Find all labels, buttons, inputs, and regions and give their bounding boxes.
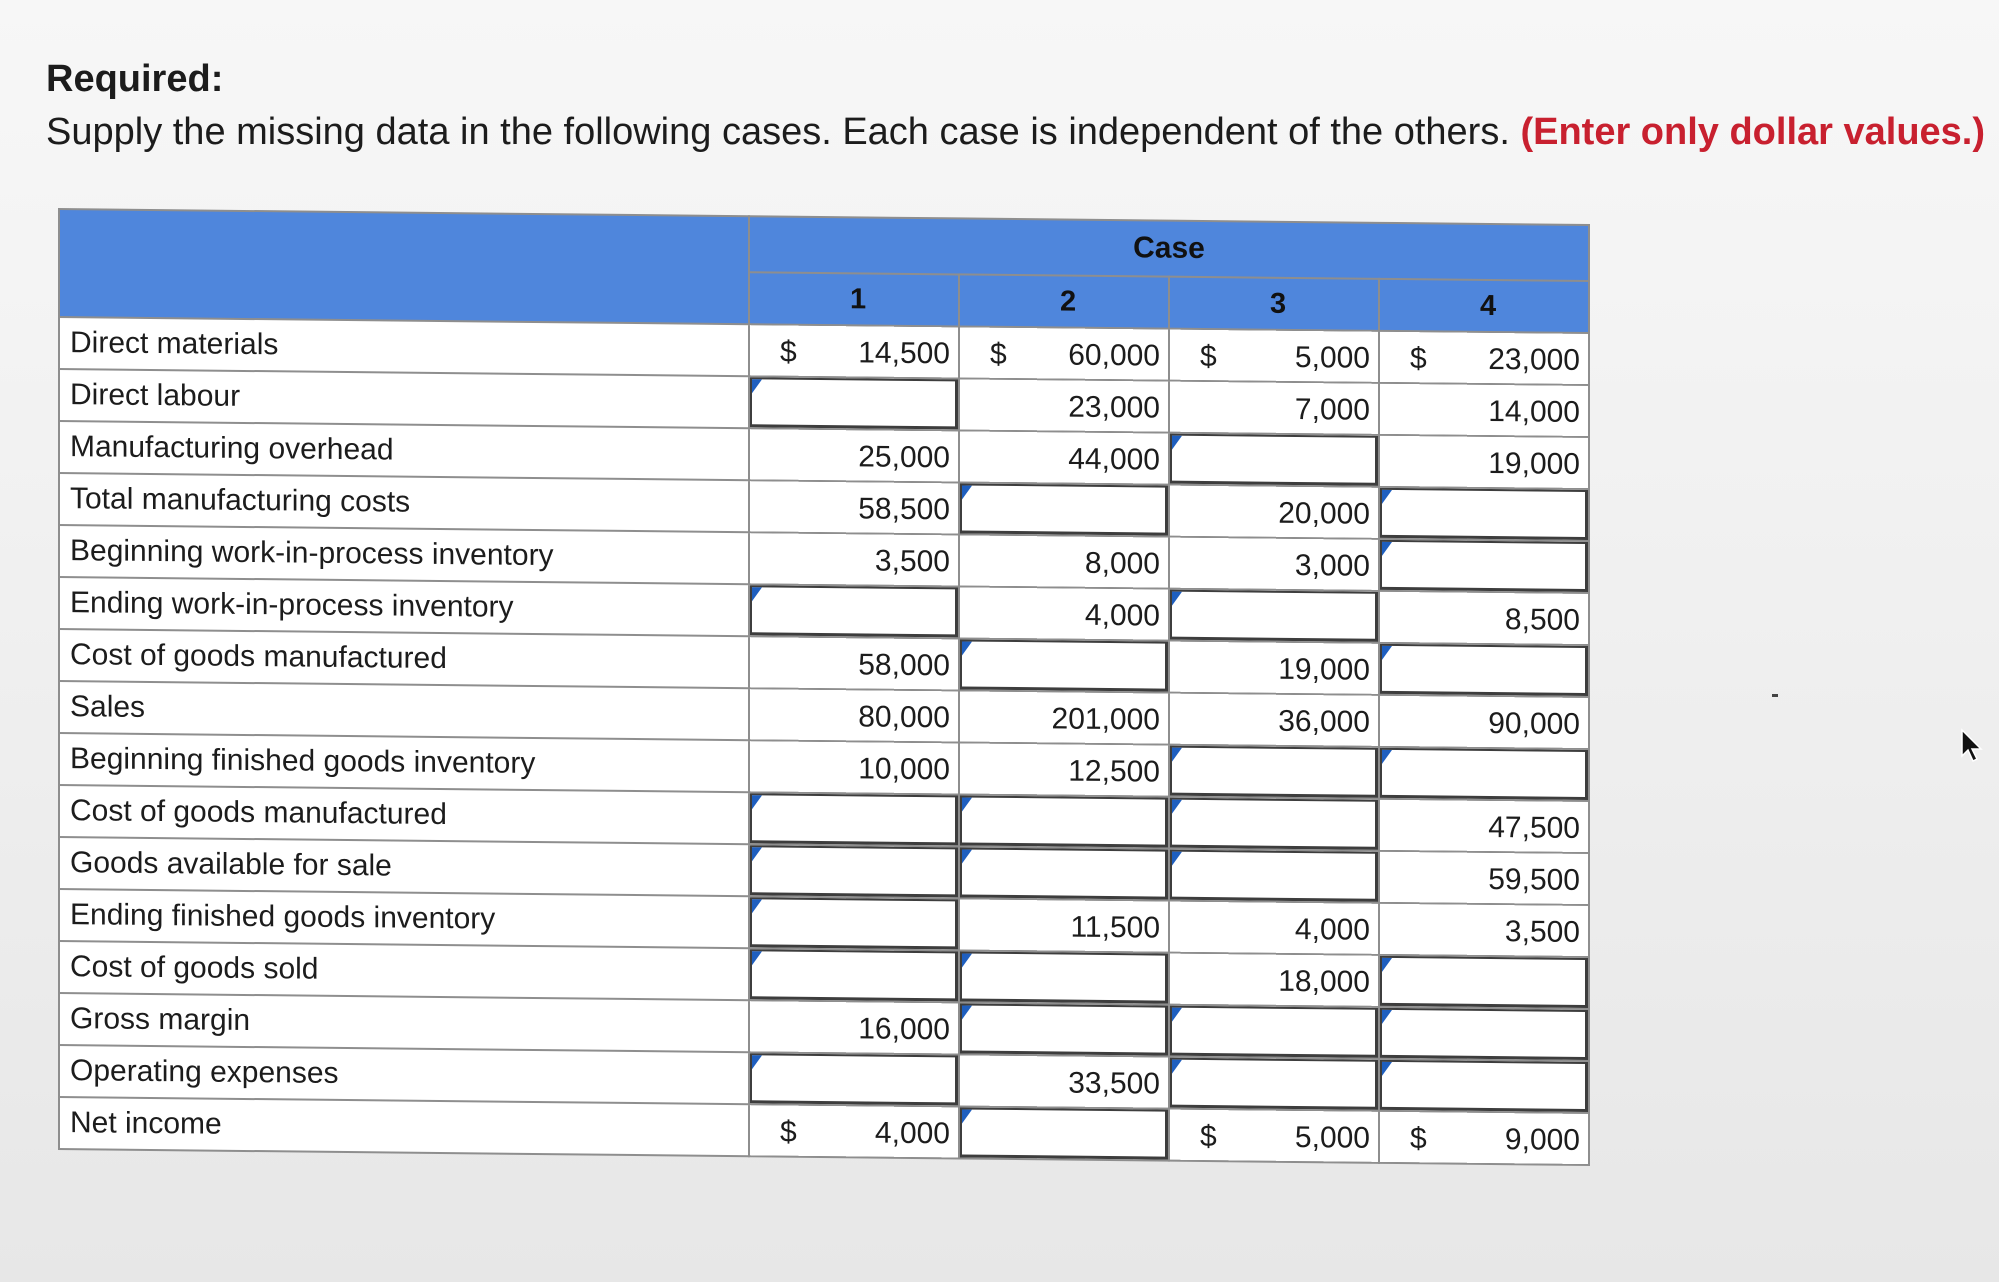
row-label: Cost of goods manufactured	[59, 785, 749, 844]
answer-input-case-4[interactable]	[1379, 955, 1589, 1009]
row-label: Beginning finished goods inventory	[59, 733, 749, 792]
value-cell-case-3	[1169, 537, 1379, 591]
answer-input-case-2[interactable]	[959, 950, 1169, 1004]
value-cell-case-4	[1379, 435, 1589, 489]
cell-value: 8,000	[1084, 546, 1160, 581]
cell-value: 4,000	[1084, 598, 1160, 633]
value-cell-case-3	[1169, 693, 1379, 747]
row-label: Net income	[59, 1097, 749, 1156]
row-label: Direct materials	[59, 317, 749, 376]
row-label: Direct labour	[59, 369, 749, 428]
row-label: Total manufacturing costs	[59, 473, 749, 532]
answer-input-case-4[interactable]	[1379, 1059, 1589, 1113]
cell-value: 59,500	[1488, 862, 1580, 897]
answer-field[interactable]	[1170, 1006, 1378, 1058]
answer-field[interactable]	[960, 951, 1168, 1003]
input-marker-icon	[752, 951, 762, 965]
value-cell-case-3	[1169, 381, 1379, 435]
input-marker-icon	[1382, 542, 1392, 556]
cell-value: 58,000	[858, 648, 950, 683]
answer-input-case-3[interactable]	[1169, 1005, 1379, 1059]
answer-field[interactable]	[750, 377, 958, 429]
value-cell-case-4	[1379, 591, 1589, 645]
value-cell-case-1	[749, 324, 959, 378]
answer-field[interactable]	[750, 949, 958, 1001]
answer-field[interactable]	[1170, 590, 1378, 642]
cell-value: 90,000	[1488, 706, 1580, 741]
value-cell-case-2	[959, 690, 1169, 744]
row-label: Manufacturing overhead	[59, 421, 749, 480]
input-marker-icon	[1382, 1010, 1392, 1024]
answer-field[interactable]	[1380, 748, 1588, 800]
case-1-header: 1	[749, 272, 959, 326]
cell-value: 33,500	[1068, 1066, 1160, 1101]
value-cell-case-3	[1169, 953, 1379, 1007]
value-cell-case-4	[1379, 1111, 1589, 1165]
row-label: Beginning work-in-process inventory	[59, 525, 749, 584]
answer-input-case-3[interactable]	[1169, 589, 1379, 643]
input-marker-icon	[752, 1055, 762, 1069]
input-marker-icon	[752, 587, 762, 601]
cell-value: 12,500	[1068, 754, 1160, 789]
currency-symbol: $	[780, 335, 797, 369]
answer-field[interactable]	[960, 795, 1168, 847]
case-3-header: 3	[1169, 277, 1379, 331]
answer-input-case-2[interactable]	[959, 794, 1169, 848]
input-marker-icon	[752, 379, 762, 393]
answer-field[interactable]	[1380, 540, 1588, 592]
value-cell-case-1	[749, 636, 959, 690]
answer-input-case-4[interactable]	[1379, 747, 1589, 801]
answer-input-case-4[interactable]	[1379, 1007, 1589, 1061]
answer-field[interactable]	[750, 585, 958, 637]
value-cell-case-3	[1169, 329, 1379, 383]
cases-body	[59, 317, 1589, 1165]
label-header-cell	[59, 209, 749, 324]
cell-value: 58,500	[858, 492, 950, 527]
value-cell-case-4	[1379, 799, 1589, 853]
answer-field[interactable]	[960, 483, 1168, 535]
value-cell-case-4	[1379, 851, 1589, 905]
value-cell-case-4	[1379, 695, 1589, 749]
value-cell-case-1	[749, 532, 959, 586]
row-label: Ending work-in-process inventory	[59, 577, 749, 636]
row-label: Sales	[59, 681, 749, 740]
answer-field[interactable]	[1170, 434, 1378, 486]
value-cell-case-4	[1379, 331, 1589, 385]
currency-symbol: $	[990, 337, 1007, 371]
cell-value: 80,000	[858, 700, 950, 735]
currency-symbol: $	[1200, 1119, 1217, 1154]
input-marker-icon	[1172, 1060, 1182, 1074]
value-cell-case-2	[959, 586, 1169, 640]
answer-input-case-1[interactable]	[749, 1052, 959, 1106]
instruction-emphasis: (Enter only dollar values.)	[1520, 111, 1986, 153]
answer-field[interactable]	[750, 793, 958, 845]
cell-value: 11,500	[1070, 910, 1160, 945]
answer-field[interactable]	[1380, 644, 1588, 696]
cell-value: 20,000	[1278, 496, 1370, 531]
input-marker-icon	[752, 847, 762, 861]
cell-value: 14,500	[858, 336, 950, 371]
cell-value: 5,000	[1294, 1120, 1370, 1155]
currency-symbol: $	[1200, 339, 1217, 374]
value-cell-case-2	[959, 742, 1169, 796]
input-marker-icon	[962, 797, 972, 811]
answer-field[interactable]	[960, 1107, 1168, 1159]
answer-field[interactable]	[1380, 956, 1588, 1008]
header-row-case	[59, 209, 1589, 281]
answer-field[interactable]	[1380, 1060, 1588, 1112]
cell-value: 8,500	[1504, 603, 1580, 637]
value-cell-case-4	[1379, 383, 1589, 437]
stray-mark	[1772, 694, 1778, 697]
value-cell-case-1	[749, 740, 959, 794]
value-cell-case-3	[1169, 485, 1379, 539]
answer-input-case-3[interactable]	[1169, 745, 1379, 799]
answer-input-case-2[interactable]	[959, 482, 1169, 536]
cell-value: 3,000	[1294, 548, 1370, 583]
row-label: Operating expenses	[59, 1045, 749, 1104]
cell-value: 47,500	[1488, 810, 1580, 845]
input-marker-icon	[752, 899, 762, 913]
instruction-text	[46, 111, 1985, 154]
cell-value: 9,000	[1504, 1123, 1580, 1157]
cell-value: 4,000	[1294, 912, 1370, 947]
row-label: Gross margin	[59, 993, 749, 1052]
input-marker-icon	[1172, 436, 1182, 450]
answer-input-case-1[interactable]	[749, 896, 959, 950]
row-label: Goods available for sale	[59, 837, 749, 896]
value-cell-case-2	[959, 430, 1169, 484]
cell-value: 201,000	[1051, 702, 1160, 737]
answer-input-case-1[interactable]	[749, 792, 959, 846]
answer-input-case-4[interactable]	[1379, 643, 1589, 697]
cell-value: 5,000	[1294, 340, 1370, 375]
required-heading: Required:	[46, 58, 224, 100]
answer-input-case-1[interactable]	[749, 948, 959, 1002]
input-marker-icon	[1172, 1008, 1182, 1022]
input-marker-icon	[1382, 750, 1392, 764]
cell-value: 44,000	[1068, 442, 1160, 477]
answer-field[interactable]	[1380, 1008, 1588, 1060]
row-label: Ending finished goods inventory	[59, 889, 749, 948]
cell-value: 14,000	[1488, 394, 1580, 429]
input-marker-icon	[962, 849, 972, 863]
mouse-pointer-icon	[1960, 728, 1984, 764]
answer-field[interactable]	[1170, 1058, 1378, 1110]
answer-input-case-1[interactable]	[749, 584, 959, 638]
answer-input-case-1[interactable]	[749, 844, 959, 898]
value-cell-case-4	[1379, 903, 1589, 957]
answer-input-case-2[interactable]	[959, 1002, 1169, 1056]
answer-input-case-3[interactable]	[1169, 433, 1379, 487]
cell-value: 25,000	[858, 440, 950, 475]
input-marker-icon	[962, 953, 972, 967]
value-cell-case-3	[1169, 901, 1379, 955]
answer-input-case-2[interactable]	[959, 1106, 1169, 1160]
row-label: Cost of goods sold	[59, 941, 749, 1000]
value-cell-case-2	[959, 534, 1169, 588]
value-cell-case-1	[749, 688, 959, 742]
input-marker-icon	[962, 485, 972, 499]
input-marker-icon	[1172, 592, 1182, 606]
case-header: Case	[749, 216, 1589, 281]
input-marker-icon	[1172, 800, 1182, 814]
answer-input-case-3[interactable]	[1169, 849, 1379, 903]
input-marker-icon	[962, 641, 972, 655]
cell-value: 3,500	[1504, 915, 1580, 949]
cell-value: 23,000	[1068, 390, 1160, 425]
cell-value: 23,000	[1488, 342, 1580, 377]
answer-input-case-2[interactable]	[959, 846, 1169, 900]
answer-field[interactable]	[1170, 746, 1378, 798]
cell-value: 3,500	[874, 544, 950, 579]
cell-value: 10,000	[858, 752, 950, 787]
input-marker-icon	[1382, 958, 1392, 972]
value-cell-case-1	[749, 428, 959, 482]
answer-field[interactable]	[960, 1003, 1168, 1055]
cell-value: 4,000	[874, 1116, 950, 1151]
input-marker-icon	[1382, 490, 1392, 504]
value-cell-case-1	[749, 480, 959, 534]
cases-table	[58, 208, 1590, 1166]
answer-input-case-3[interactable]	[1169, 1057, 1379, 1111]
currency-symbol: $	[1410, 1122, 1427, 1156]
instructions	[46, 58, 1985, 154]
cell-value: 60,000	[1068, 338, 1160, 373]
cell-value: 16,000	[858, 1012, 950, 1047]
answer-input-case-1[interactable]	[749, 376, 959, 430]
answer-field[interactable]	[960, 639, 1168, 691]
input-marker-icon	[752, 795, 762, 809]
answer-input-case-2[interactable]	[959, 638, 1169, 692]
currency-symbol: $	[780, 1115, 797, 1149]
input-marker-icon	[1382, 1062, 1392, 1076]
answer-field[interactable]	[750, 1053, 958, 1105]
value-cell-case-2	[959, 1054, 1169, 1108]
cell-value: 18,000	[1278, 964, 1370, 999]
value-cell-case-2	[959, 378, 1169, 432]
value-cell-case-3	[1169, 1109, 1379, 1163]
answer-field[interactable]	[750, 845, 958, 897]
cell-value: 36,000	[1278, 704, 1370, 739]
input-marker-icon	[962, 1109, 972, 1123]
row-label: Cost of goods manufactured	[59, 629, 749, 688]
answer-field[interactable]	[1170, 798, 1378, 850]
input-marker-icon	[1172, 748, 1182, 762]
answer-field[interactable]	[1380, 488, 1588, 540]
answer-field[interactable]	[750, 897, 958, 949]
value-cell-case-1	[749, 1000, 959, 1054]
answer-field[interactable]	[1170, 850, 1378, 902]
value-cell-case-1	[749, 1104, 959, 1158]
cell-value: 7,000	[1294, 392, 1370, 427]
value-cell-case-2	[959, 326, 1169, 380]
answer-field[interactable]	[960, 847, 1168, 899]
value-cell-case-3	[1169, 641, 1379, 695]
answer-input-case-4[interactable]	[1379, 487, 1589, 541]
answer-input-case-3[interactable]	[1169, 797, 1379, 851]
answer-input-case-4[interactable]	[1379, 539, 1589, 593]
instruction-body: Supply the missing data in the following cases. Each case is independent of the others.	[46, 111, 1510, 153]
case-4-header: 4	[1379, 279, 1589, 333]
value-cell-case-2	[959, 898, 1169, 952]
input-marker-icon	[962, 1005, 972, 1019]
input-marker-icon	[1172, 852, 1182, 866]
currency-symbol: $	[1410, 342, 1427, 376]
cell-value: 19,000	[1278, 652, 1370, 687]
cell-value: 19,000	[1488, 446, 1580, 481]
case-2-header: 2	[959, 274, 1169, 328]
input-marker-icon	[1382, 646, 1392, 660]
